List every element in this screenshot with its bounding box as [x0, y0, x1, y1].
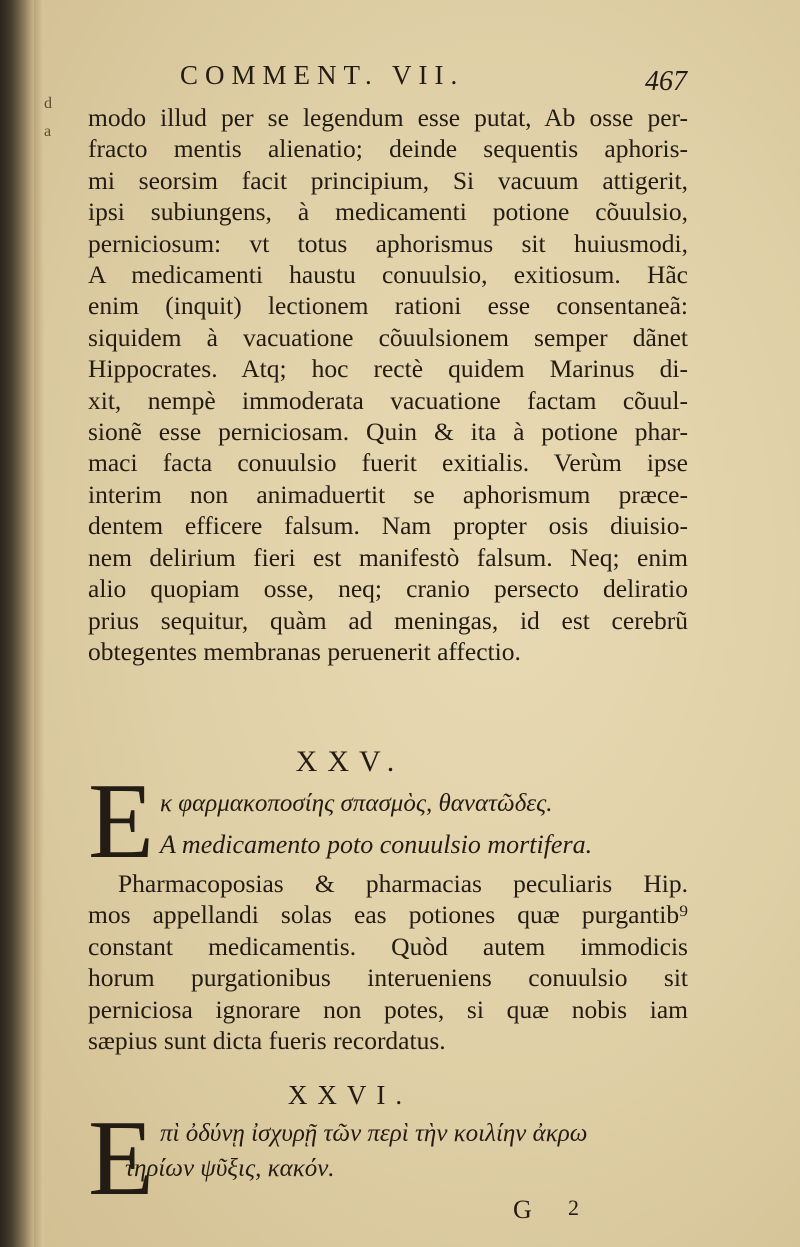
commentary-text	[88, 868, 688, 1056]
text-line: obtegentes membranas peruenerit affectio.	[88, 636, 521, 666]
text-line: mi seorsim facit principium, Si vacuum attigerit,	[88, 165, 688, 195]
text-line: sionẽ esse perniciosam. Quin & ita à potione phar-	[88, 417, 688, 447]
aphorism-number: XXVI.	[287, 1080, 413, 1110]
page-number: 467	[645, 66, 687, 97]
aphorism-number: XXV.	[295, 745, 405, 778]
text-line: Pharmacoposias & pharmacias peculiaris Hip.	[118, 869, 688, 898]
drop-cap: E	[88, 1099, 154, 1218]
greek-aphorism: τηρίων ψῦξις, κακόν.	[125, 1155, 335, 1182]
signature-number: 2	[568, 1195, 579, 1220]
text-line: perniciosum: vt totus aphorismus sit huiusmodi,	[88, 228, 688, 258]
text-line: ipsi subiungens, à medicamenti potione cõuulsio,	[88, 197, 688, 227]
latin-aphorism: A medicamento poto conuulsio mortifera.	[160, 830, 593, 859]
margin-mark: a	[44, 123, 52, 140]
margin-mark: d	[44, 95, 52, 112]
text-line: alio quopiam osse, neq; cranio persecto deliratio	[88, 574, 688, 604]
text-line: modo illud per se legendum esse putat, Ab osse per-	[88, 103, 688, 132]
page-gutter	[34, 0, 44, 1247]
greek-aphorism: κ φαρμακοποσίης σπασμὸς, θανατῶδες.	[160, 790, 553, 817]
text-line: fracto mentis alienatio; deinde sequentis aphoris-	[88, 134, 688, 164]
running-head: COMMENT. VII.	[180, 60, 465, 90]
text-line: Hippocrates. Atq; hoc rectè quidem Marinus di-	[88, 354, 688, 384]
text-line: dentem efficere falsum. Nam propter osis diuisio-	[88, 511, 688, 541]
commentary-text	[88, 102, 688, 667]
text-line: horum purgationibus interueniens conuulsio sit	[88, 963, 688, 993]
text-line: mos appellandi solas eas potiones quæ purgantib⁹	[88, 900, 688, 930]
text-line: nem delirium fieri est manifestò falsum. Neq; enim	[88, 542, 688, 572]
text-line: sæpius sunt dicta fueris recordatus.	[88, 1026, 446, 1056]
text-line: prius sequitur, quàm ad meningas, id est cerebrũ	[88, 605, 688, 635]
text-line: A medicamenti haustu conuulsio, exitiosum. Hãc	[88, 260, 688, 290]
text-line: xit, nempè immoderata vacuatione factam cõuul-	[88, 385, 688, 415]
text-line: enim (inquit) lectionem rationi esse consentaneã:	[88, 291, 688, 321]
text-line: maci facta conuulsio fuerit exitialis. Verùm ipse	[88, 448, 688, 478]
text-line: constant medicamentis. Quòd autem immodicis	[88, 931, 688, 961]
greek-aphorism: πὶ ὀδύνῃ ἰσχυρῇ τῶν περὶ τὴν κοιλίην ἀκρω	[160, 1120, 588, 1147]
margin-marks	[44, 90, 58, 146]
text-line: perniciosa ignorare non potes, si quæ nobis iam	[88, 994, 688, 1024]
signature-mark: G	[513, 1195, 532, 1224]
text-line: interim non animaduertit se aphorismum præce-	[88, 479, 688, 509]
book-binding	[0, 0, 34, 1247]
drop-cap: E	[88, 762, 154, 881]
text-line: siquidem à vacuatione cõuulsionem semper dãnet	[88, 322, 688, 352]
